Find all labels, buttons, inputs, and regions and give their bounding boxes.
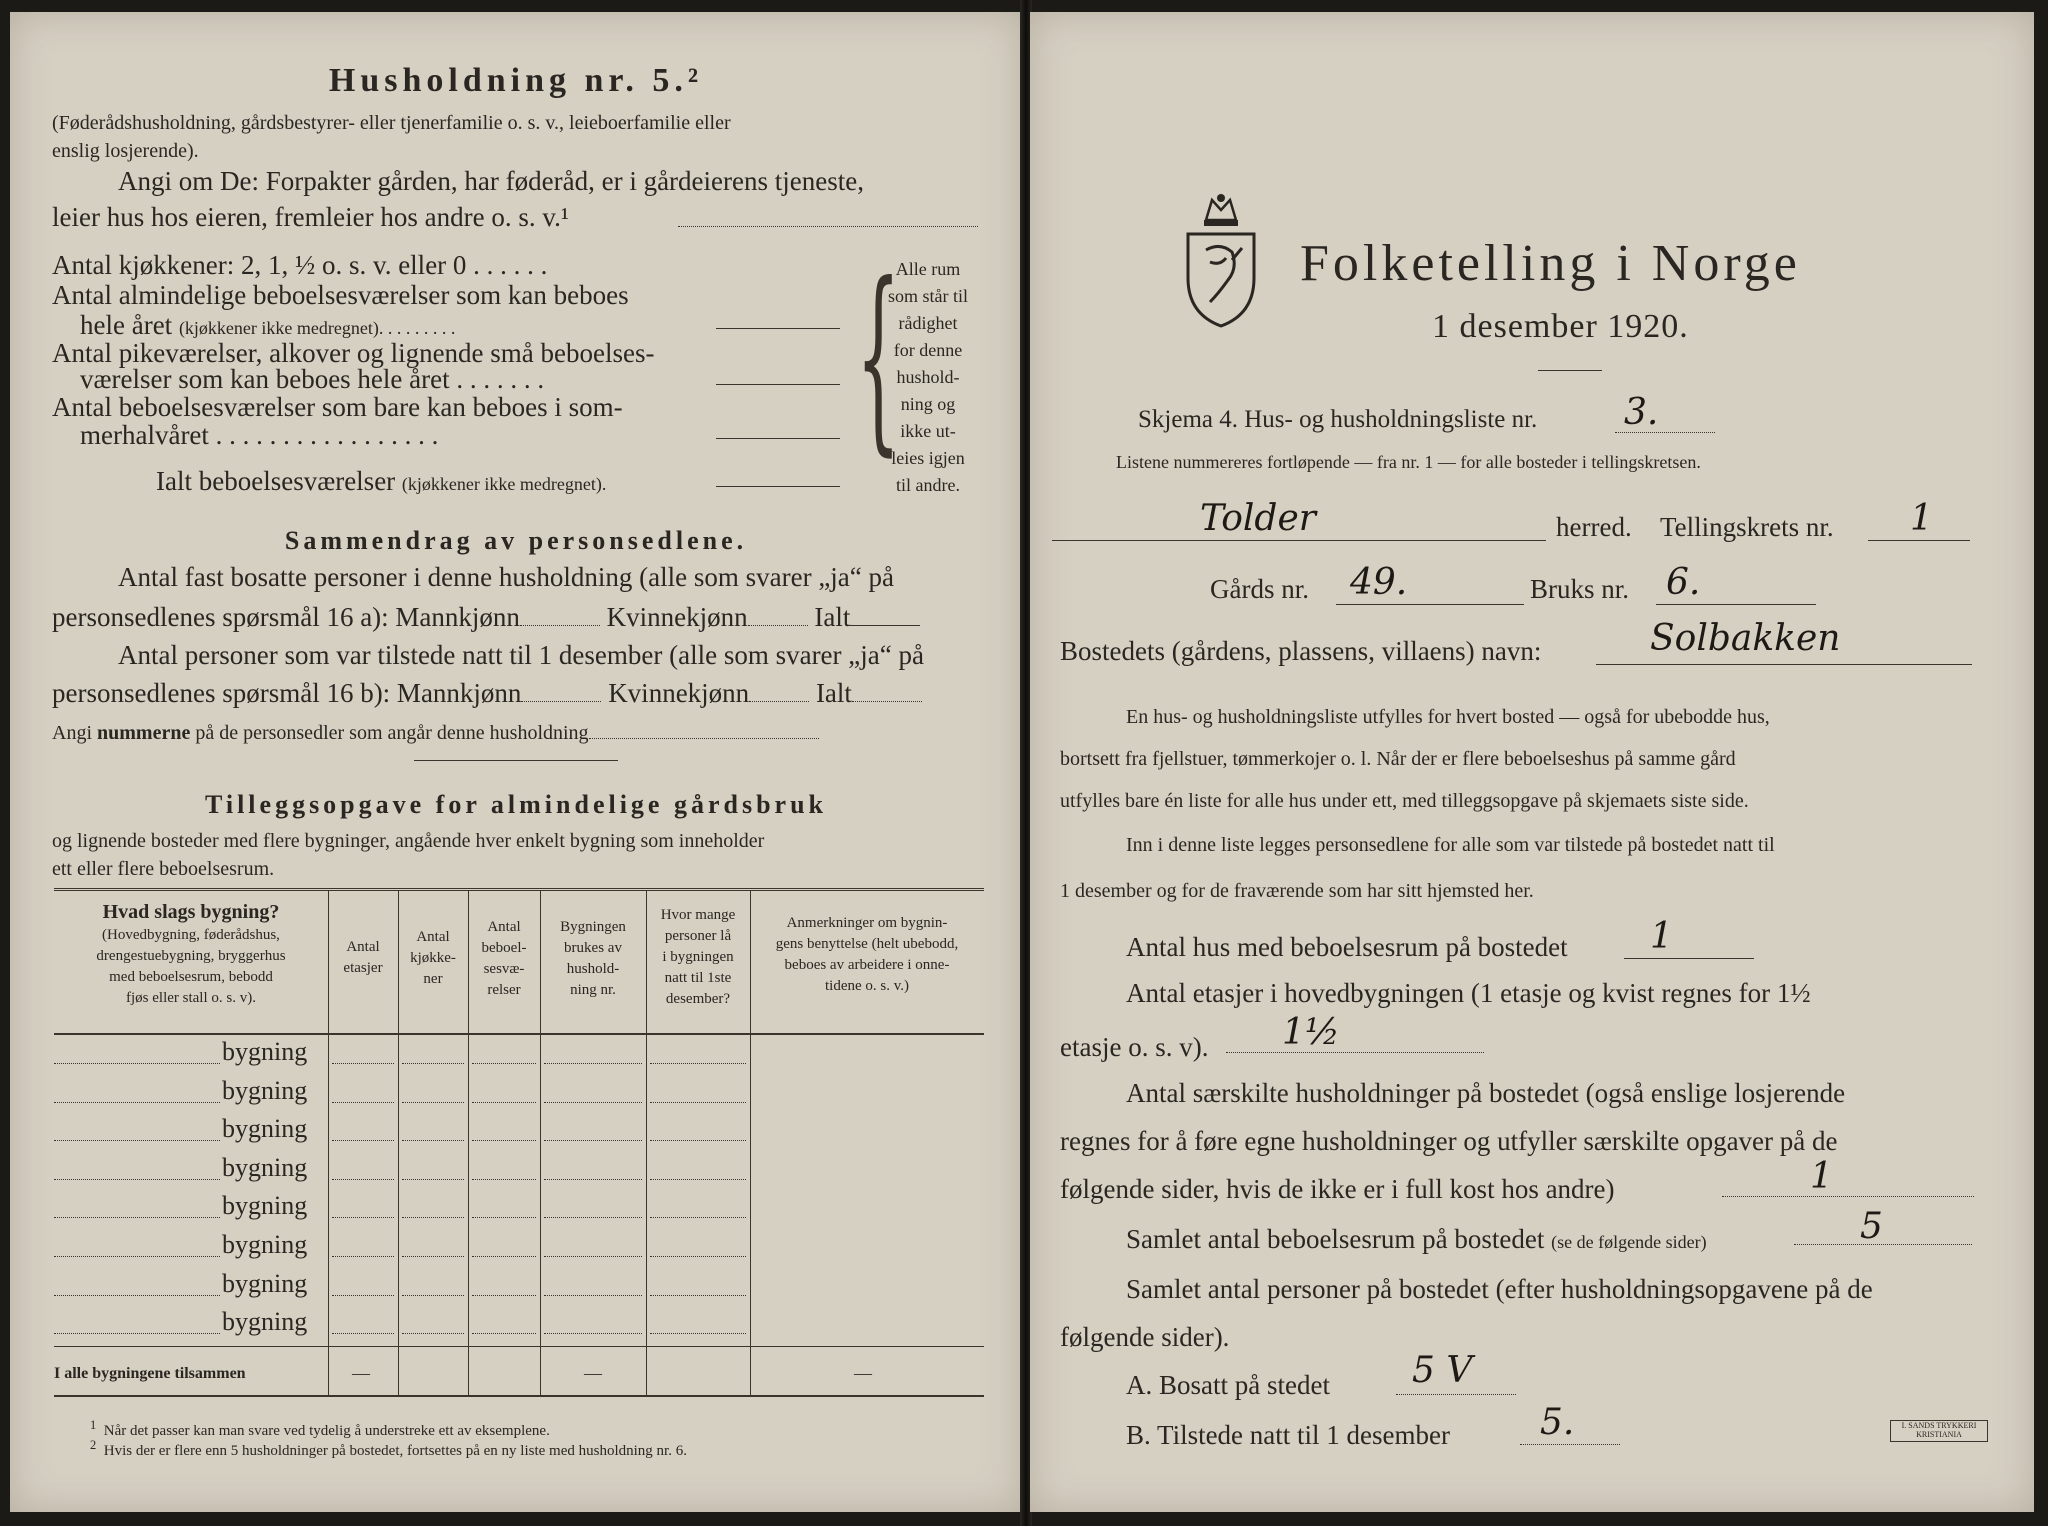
col-header-floors: Antal etasjer: [343, 939, 383, 976]
row-building-name-line: [54, 1140, 220, 1141]
row-building-label: bygning: [222, 1152, 308, 1182]
row-building-label: bygning: [222, 1230, 308, 1259]
col-header-building-type: Hvad slags bygning? (Hovedbygning, føderådshus, drengestuebygning, bryggerhus med beboelsesrum, bebodd fjøs eller stall o. s. v).: [96, 901, 286, 1006]
row-cell-line: [332, 1102, 394, 1103]
row-cell-line: [472, 1140, 536, 1141]
row-building-label: bygning: [222, 1191, 308, 1221]
schema-label: Skjema 4. Hus- og husholdningsliste nr.: [1138, 406, 1538, 433]
present-value: 5.: [1540, 1402, 1575, 1443]
col-header-remarks: Anmerkninger om bygnin- gens benyttelse (helt ubebodd, beboes av arbeidere i onne- tidene o. s. v.): [775, 915, 959, 994]
ordinary-rooms-label: Antal almindelige beboelsesværelser som kan beboes: [52, 280, 629, 310]
table-row: [54, 1110, 984, 1149]
summary-title: Sammendrag av personsedlene.: [284, 526, 748, 555]
summary-divider: [414, 760, 618, 761]
row-cell-line: [544, 1256, 642, 1257]
census-title: Folketelling i Norge: [1300, 235, 1801, 292]
row-building-name-line: [54, 1217, 220, 1218]
total-used-by-dash: —: [584, 1363, 602, 1383]
row-cell-line: [472, 1295, 536, 1296]
rum-line: [1794, 1244, 1972, 1245]
info-line-5: 1 desember og for de fraværende som har sitt hjemsted her.: [1060, 880, 1534, 902]
rum-label: Samlet antal beboelsesrum på bostedet (se de følgende sider): [1126, 1224, 1707, 1254]
row-cell-line: [472, 1179, 536, 1180]
row-cell-line: [650, 1217, 746, 1218]
total-floors-dash: —: [352, 1363, 370, 1383]
row-cell-line: [650, 1295, 746, 1296]
row-cell-line: [402, 1102, 464, 1103]
resident-value: 5 V: [1412, 1350, 1473, 1391]
summary-present-label: Antal personer som var tilstede natt til 1 desember (alle som svarer „ja“ på: [118, 640, 924, 670]
col-header-used-by: Bygningen brukes av hushold- ning nr.: [560, 919, 626, 998]
krets-label: Tellingskrets nr.: [1660, 512, 1834, 542]
household-intro-2: enslig losjerende).: [52, 140, 199, 162]
row-building-name-line: [54, 1295, 220, 1296]
row-cell-line: [332, 1179, 394, 1180]
table-row: [54, 1265, 984, 1304]
schema-number-value: 3.: [1624, 392, 1659, 433]
row-cell-line: [402, 1063, 464, 1064]
row-building-name-line: [54, 1256, 220, 1257]
printer-stamp: I. SANDS TRYKKERI KRISTIANIA: [1890, 1420, 1988, 1442]
etasjer-label: Antal etasjer i hovedbygningen (1 etasje og kvist regnes for 1½: [1126, 978, 1811, 1008]
info-line-4: Inn i denne liste legges personsedlene for alle som var tilstede på bostedet natt til: [1126, 834, 1775, 856]
row-building-name-line: [54, 1333, 220, 1334]
numbering-note: Listene nummereres fortløpende — fra nr. 1 — for alle bosteder i tellingskretsen.: [1116, 452, 1701, 472]
col-header-persons: Hvor mange personer lå i bygningen natt til 1ste desember?: [660, 907, 736, 1007]
row-cell-line: [544, 1295, 642, 1296]
col-header-rooms: Antal beboel- sesvæ- relser: [481, 919, 527, 998]
husholdn-line: [1722, 1196, 1974, 1197]
row-cell-line: [402, 1179, 464, 1180]
row-cell-line: [650, 1256, 746, 1257]
etasjer-label-2: etasje o. s. v).: [1060, 1032, 1209, 1062]
row-cell-line: [332, 1063, 394, 1064]
total-rooms-label: Ialt beboelsesværelser (kjøkkener ikke medregnet).: [156, 466, 607, 496]
row-building-label: bygning: [222, 1268, 308, 1298]
supplement-line-1: og lignende bosteder med flere bygninger, angående hver enkelt bygning som inneholder: [52, 830, 765, 852]
table-row: [54, 1226, 984, 1265]
krets-value: 1: [1910, 498, 1933, 539]
row-cell-line: [544, 1102, 642, 1103]
row-building-name-line: [54, 1102, 220, 1103]
row-cell-line: [402, 1333, 464, 1334]
row-cell-line: [650, 1333, 746, 1334]
tenure-answer-line: [678, 226, 978, 227]
row-cell-line: [472, 1256, 536, 1257]
bruks-label: Bruks nr.: [1530, 574, 1630, 604]
rooms-side-note: Alle rum som står til rådighet for denne hushold- ning og ikke ut- leies igjen til andre.: [888, 259, 968, 495]
tenure-question: Angi om De: Forpakter gården, har føderåd, er i gårdeierens tjeneste,: [118, 166, 864, 196]
husholdn-value: 1: [1810, 1156, 1833, 1197]
coat-of-arms-icon: [1180, 190, 1262, 330]
census-date: 1 desember 1920.: [1432, 308, 1689, 345]
persons-label: Samlet antal personer på bostedet (efter husholdningsopgavene på de: [1126, 1274, 1873, 1304]
footnote-1: $^1$ Når det passer kan man svare ved tydelig å understreke ett av eksemplene.: [90, 1418, 550, 1439]
info-line-2: bortsett fra fjellstuer, tømmerkojer o. l. Når der er flere beboelseshus på samme gård: [1060, 748, 1736, 770]
row-cell-line: [650, 1063, 746, 1064]
row-building-name-line: [54, 1063, 220, 1064]
row-cell-line: [402, 1217, 464, 1218]
hus-value: 1: [1650, 916, 1673, 957]
left-page: [10, 12, 1022, 1512]
summary-numbers-row: Angi nummerne på de personsedler som angår denne husholdning: [52, 722, 819, 745]
gards-line: [1336, 604, 1524, 605]
row-cell-line: [472, 1102, 536, 1103]
row-cell-line: [650, 1102, 746, 1103]
persons-label-2: følgende sider).: [1060, 1322, 1230, 1352]
rum-value: 5: [1860, 1206, 1883, 1247]
supplement-line-2: ett eller flere beboelsesrum.: [52, 858, 275, 880]
table-row: [54, 1303, 984, 1342]
krets-line: [1868, 540, 1970, 541]
total-rooms-answer: [716, 486, 840, 487]
row-cell-line: [544, 1140, 642, 1141]
row-cell-line: [472, 1333, 536, 1334]
summer-rooms-label-2: merhalvåret . . . . . . . . . . . . . . . . .: [80, 420, 439, 450]
table-row: [54, 1149, 984, 1188]
etasjer-line: [1226, 1052, 1484, 1053]
supplement-title: Tilleggsopgave for almindelige gårdsbruk: [204, 790, 828, 819]
ordinary-rooms-label-2: hele året (kjøkkener ikke medregnet). . . . . . . . .: [80, 310, 456, 340]
row-cell-line: [332, 1256, 394, 1257]
present-label: B. Tilstede natt til 1 desember: [1126, 1420, 1450, 1450]
info-line-3: utfylles bare én liste for alle hus under ett, med tilleggsopgave på skjemaets siste side.: [1060, 790, 1749, 812]
household-intro: (Føderådshusholdning, gårdsbestyrer- eller tjenerfamilie o. s. v., leieboerfamilie eller: [52, 112, 731, 134]
row-cell-line: [402, 1295, 464, 1296]
kitchens-label: Antal kjøkkener: 2, 1, ½ o. s. v. eller 0 . . . . . .: [52, 250, 548, 280]
brace-symbol: {: [856, 241, 901, 474]
herred-label: herred.: [1556, 512, 1632, 542]
hus-label: Antal hus med beboelsesrum på bostedet: [1126, 932, 1568, 962]
title-divider: [1538, 370, 1602, 371]
summary-resident-row: personsedlenes spørsmål 16 a): Mannkjønn Kvinnekjønn Ialt: [52, 602, 920, 633]
footnote-2: $^2$ Hvis der er flere enn 5 husholdninger på bostedet, fortsettes på en ny liste med husholdning nr. 6.: [90, 1438, 687, 1459]
resident-label: A. Bosatt på stedet: [1126, 1370, 1330, 1400]
maid-rooms-label: Antal pikeværelser, alkover og lignende små beboelses-: [52, 338, 655, 368]
col-header-kitchens: Antal kjøkke- ner: [410, 929, 456, 987]
row-cell-line: [332, 1217, 394, 1218]
household-title: Husholdning nr. 5.²: [328, 62, 704, 99]
row-cell-line: [472, 1217, 536, 1218]
table-row: [54, 1072, 984, 1111]
husholdn-label: Antal særskilte husholdninger på bostedet (også enslige losjerende: [1126, 1078, 1846, 1108]
maid-rooms-answer: [716, 384, 840, 385]
row-cell-line: [332, 1333, 394, 1334]
bruks-line: [1656, 604, 1816, 605]
buildings-table: [54, 888, 984, 1397]
total-remarks-dash: —: [854, 1363, 872, 1383]
table-row: [54, 1187, 984, 1226]
row-cell-line: [402, 1140, 464, 1141]
row-cell-line: [650, 1140, 746, 1141]
etasjer-value: 1½: [1282, 1012, 1340, 1053]
ordinary-rooms-answer: [716, 328, 840, 329]
summary-resident-label: Antal fast bosatte personer i denne husholdning (alle som svarer „ja“ på: [118, 562, 894, 592]
row-cell-line: [544, 1333, 642, 1334]
row-cell-line: [544, 1179, 642, 1180]
husholdn-label-3: følgende sider, hvis de ikke er i full kost hos andre): [1060, 1174, 1615, 1204]
summer-rooms-label: Antal beboelsesværelser som bare kan beboes i som-: [52, 392, 623, 422]
tenure-question-2: leier hus hos eieren, fremleier hos andre o. s. v.¹: [52, 202, 569, 232]
table-row: [54, 1033, 984, 1072]
bosted-label: Bostedets (gårdens, plassens, villaens) navn:: [1060, 636, 1542, 666]
summary-present-row: personsedlenes spørsmål 16 b): Mannkjønn Kvinnekjønn Ialt: [52, 678, 922, 709]
herred-value: Tolder: [1200, 498, 1316, 539]
row-cell-line: [332, 1140, 394, 1141]
summer-rooms-answer: [716, 438, 840, 439]
herred-line: [1052, 540, 1546, 541]
bruks-value: 6.: [1666, 562, 1701, 603]
total-row-divider: [54, 1346, 984, 1347]
hus-line: [1624, 958, 1754, 959]
row-building-label: bygning: [222, 1037, 308, 1066]
row-building-name-line: [54, 1179, 220, 1180]
right-page: [1030, 12, 2034, 1512]
row-cell-line: [402, 1256, 464, 1257]
bosted-line: [1596, 664, 1972, 665]
gards-label: Gårds nr.: [1210, 574, 1309, 604]
maid-rooms-label-2: værelser som kan beboes hele året . . . . . . .: [80, 364, 545, 394]
row-cell-line: [332, 1295, 394, 1296]
total-row-label: I alle bygningene tilsammen: [54, 1365, 246, 1382]
row-cell-line: [650, 1179, 746, 1180]
present-line: [1520, 1444, 1620, 1445]
row-building-label: bygning: [222, 1307, 308, 1337]
row-cell-line: [544, 1217, 642, 1218]
resident-line: [1396, 1394, 1516, 1395]
bosted-value: Solbakken: [1650, 618, 1841, 659]
row-building-label: bygning: [222, 1075, 308, 1105]
row-cell-line: [544, 1063, 642, 1064]
row-cell-line: [472, 1063, 536, 1064]
row-building-label: bygning: [222, 1114, 308, 1144]
info-line-1: En hus- og husholdningsliste utfylles for hvert bosted — også for ubebodde hus,: [1126, 706, 1770, 728]
gards-value: 49.: [1350, 562, 1408, 603]
husholdn-label-2: regnes for å føre egne husholdninger og utfyller særskilte opgaver på de: [1060, 1126, 1838, 1156]
